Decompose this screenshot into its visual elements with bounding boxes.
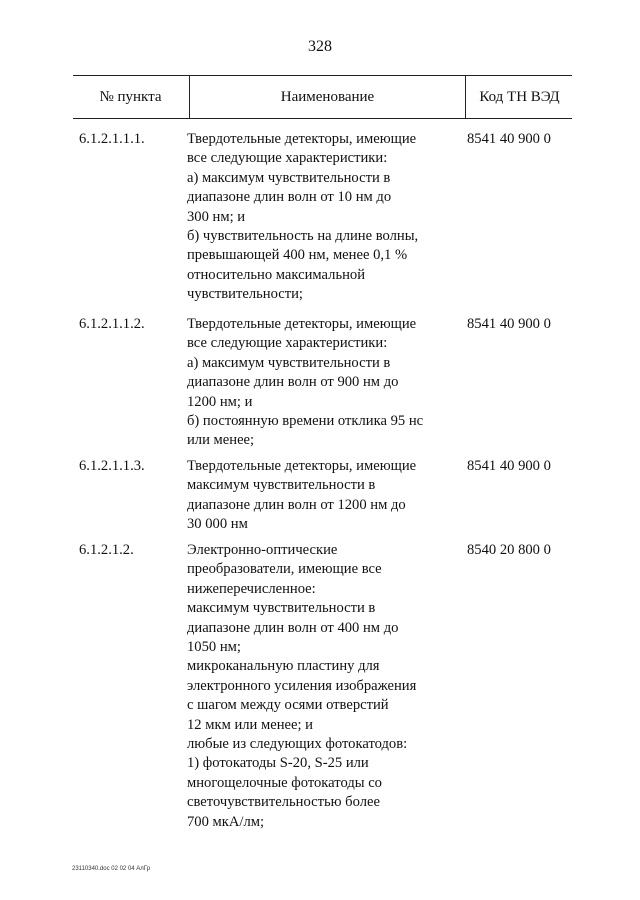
item-name-line: а) максимум чувствительности в bbox=[187, 354, 391, 371]
item-name-line: максимум чувствительности в bbox=[187, 477, 376, 494]
header-item-number: № пункта bbox=[99, 89, 162, 105]
header-name: Наименование bbox=[189, 76, 465, 118]
item-name-line: или менее; bbox=[187, 432, 255, 449]
item-name-line: а) максимум чувствительности в bbox=[187, 169, 391, 186]
item-name-line: Твердотельные детекторы, имеющие bbox=[187, 131, 417, 147]
item-code: 8541 40 900 0 bbox=[467, 316, 551, 332]
item-name-line: любые из следующих фотокатодов: bbox=[187, 736, 408, 753]
item-name bbox=[187, 541, 467, 832]
item-name-line: все следующие характеристики: bbox=[187, 150, 388, 167]
item-name-line: электронного усиления изображения bbox=[187, 677, 417, 694]
item-name-line: чувствительности; bbox=[187, 286, 303, 303]
item-number: 6.1.2.1.1.3. bbox=[79, 458, 145, 474]
document-footer: 23110340.doc 02 02 04 АлГр bbox=[72, 866, 151, 872]
item-name-line: диапазоне длин волн от 10 нм до bbox=[187, 189, 392, 206]
item-name-line: диапазоне длин волн от 900 нм до bbox=[187, 374, 399, 391]
item-name-line: Твердотельные детекторы, имеющие bbox=[187, 458, 417, 474]
item-name-line: 30 000 нм bbox=[187, 516, 248, 533]
header-tn-ved-code: Код ТН ВЭД bbox=[465, 76, 573, 118]
item-number: 6.1.2.1.1.2. bbox=[79, 316, 145, 332]
item-name-line: многощелочные фотокатоды со bbox=[187, 774, 382, 791]
item-name-line: 1050 нм; bbox=[187, 639, 241, 656]
item-name bbox=[187, 315, 467, 451]
table-header bbox=[73, 75, 572, 119]
item-name-line: диапазоне длин волн от 1200 нм до bbox=[187, 496, 406, 513]
item-name-line: 700 мкА/лм; bbox=[187, 813, 265, 830]
item-number: 6.1.2.1.2. bbox=[79, 542, 134, 558]
item-name-line: б) постоянную времени отклика 95 нс bbox=[187, 413, 424, 430]
item-name-line: все следующие характеристики: bbox=[187, 335, 388, 352]
item-name-line: нижеперечисленное: bbox=[187, 580, 316, 597]
item-name-line: светочувствительностью более bbox=[187, 794, 380, 811]
item-name-line: микроканальную пластину для bbox=[187, 658, 380, 675]
item-name bbox=[187, 130, 467, 305]
item-name-line: максимум чувствительности в bbox=[187, 600, 376, 617]
item-name-line: превышающей 400 нм, менее 0,1 % bbox=[187, 247, 408, 264]
item-name-line: 300 нм; и bbox=[187, 208, 246, 225]
page-number: 328 bbox=[308, 38, 332, 55]
item-name bbox=[187, 457, 467, 535]
item-code: 8541 40 900 0 bbox=[467, 458, 551, 474]
item-name-line: Твердотельные детекторы, имеющие bbox=[187, 316, 417, 332]
item-name-line: Электронно-оптические bbox=[187, 542, 338, 558]
item-code: 8541 40 900 0 bbox=[467, 131, 551, 147]
item-name-line: преобразователи, имеющие все bbox=[187, 561, 382, 578]
item-name-line: относительно максимальной bbox=[187, 266, 366, 283]
item-name-line: с шагом между осями отверстий bbox=[187, 697, 389, 714]
item-name-line: 1200 нм; и bbox=[187, 393, 253, 410]
item-code: 8540 20 800 0 bbox=[467, 542, 551, 558]
item-number: 6.1.2.1.1.1. bbox=[79, 131, 145, 147]
item-name-line: 12 мкм или менее; и bbox=[187, 716, 313, 733]
item-name-line: 1) фотокатоды S-20, S-25 или bbox=[187, 755, 369, 772]
item-name-line: диапазоне длин волн от 400 нм до bbox=[187, 619, 399, 636]
item-name-line: б) чувствительность на длине волны, bbox=[187, 228, 419, 245]
